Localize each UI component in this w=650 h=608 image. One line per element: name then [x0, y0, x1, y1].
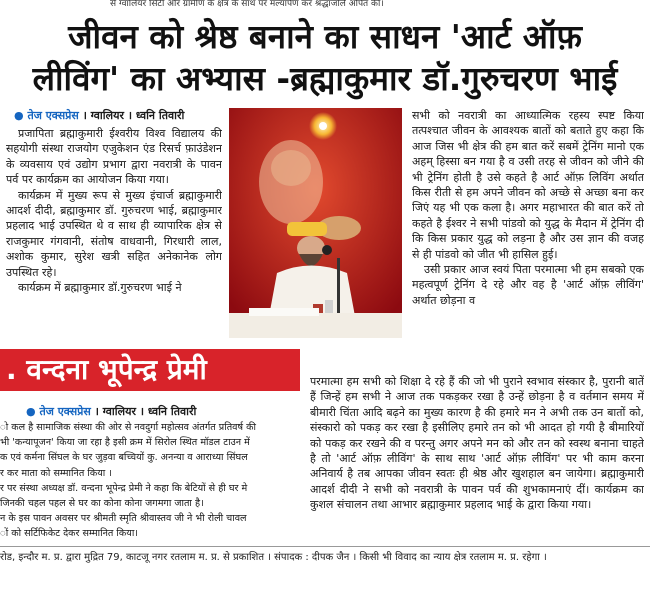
article1-paragraph: कार्यक्रम में ब्रह्माकुमार डॉ.गुरुचरण भाई ने [18, 281, 182, 295]
article2-body [0, 420, 302, 544]
headline-line-2: लीविंग' का अभ्यास -ब्रह्माकुमार डॉ.गुरुचरण भाई [32, 59, 618, 98]
article2-reporter: ध्वनि तिवारी [147, 405, 197, 418]
bullet-dot-icon: ● [26, 405, 36, 418]
article1-paragraph: परमात्मा हम सभी को शिक्षा दे रहे हैं की जो भी पुराने स्वभाव संस्कार है, पुरानी बातें हैं जिन्हें हम सभी ने आज तक पकड़कर रखा है उन्हें छोड़ना है व वर्तमान समय में बीमारी चिंता आदि बढ़ने का मुख्य कारण है की हमारे मन ने अभी तक उन बातों को, संस्कारो को पकड़ कर रखा है इसीलिए हमारे तन को भी आदत हो गयी है बीमारियों को पकड़ कर रखने की व परन्तु अगर अपने मन को और तन को स्वस्थ बनाना चाहते है तो 'आर्ट ऑफ़ लीविंग' के साथ साथ 'आर्ट ऑफ़ लीविंग' पर भी काम करना अनिवार्य है तब आपका जीवन स्वतः ही श्रेष्ठ और खुशहाल बन जायेगा। ब्रह्माकुमारी आदर्श दीदी ने सभी को नवरात्री के पावन पर्व की शुभकामनाएं दीं। कार्यक्रम का कुशल संचालन तथा आभार ब्रह्माकुमार प्रहलाद भाई के द्वारा किया गया। [310, 375, 644, 512]
article1-reporter: ध्वनि तिवारी [135, 109, 185, 122]
article2-banner: . वन्दना भूपेन्द्र प्रेमी [0, 349, 300, 391]
footer-imprint: रोड, इन्दौर म. प्र. द्वारा मुद्रित 79, काटजू नगर रतलाम म. प्र. से प्रकाशित । संपादक : दीपक जैन । किसी भी विवाद का न्याय क्षेत्र रतलाम म. प्र. रहेगा । [0, 546, 650, 569]
top-strip-text: से ग्वालियर सिटी और ग्रामीण के क्षेत्र के साथ पर मल्यार्पण कर श्रद्धांजलि अर्पित की। [110, 0, 384, 9]
headline-line-1: जीवन को श्रेष्ठ बनाने का साधन 'आर्ट ऑफ़ [68, 17, 582, 56]
article2-line: जिनकी चहल पहल से घर का कोना कोना जगमगा जाता है। [0, 498, 204, 510]
bullet-dot-icon: ● [14, 109, 24, 122]
article1-city: ग्वालियर [90, 109, 124, 122]
speaker-photo-illustration [229, 108, 402, 338]
article2-city: ग्वालियर [102, 405, 136, 418]
article2-dateline: ● तेज एक्सप्रेस । ग्वालियर । ध्वनि तिवारी [26, 405, 197, 418]
article1-right-column [412, 108, 644, 373]
article2-line: र कर माता को सम्मानित किया । [0, 467, 112, 479]
article1-paragraph: कार्यक्रम में मुख्य रूप से मुख्य इंचार्ज ब्रह्माकुमारी आदर्श दीदी, ब्रह्माकुमार डॉ. गुरुचरण भाई, ब्रह्माकुमार प्रहलाद भाई उपस्थित थे व साथ ही व्यापारिक क्षेत्र से राजकुमार गंगवानी, संतोष वाधवानी, गिरधारी लाल, अशोक कुमार, सुरेश खत्री सहित अनेकानेक लोग उपस्थित रहे। [6, 188, 222, 279]
article2-line: क एवं कर्मना सिंघल के घर जुड़वा बच्चियों कु. अनन्या व आराध्या सिंघल [0, 452, 248, 464]
article1-paragraph: उसी प्रकार आज स्वयं पिता परमात्मा भी हम सबको एक महत्वपूर्ण ट्रेनिंग दे रहे और वह है 'आर्ट ऑफ़ लीविंग' अर्थात छोड़ना व [412, 263, 644, 307]
article1-left-column [6, 126, 222, 346]
article2-line: ो कल है सामाजिक संस्था की ओर से नवदुर्गा महोत्सव अंतर्गत प्रतिवर्ष की [0, 422, 256, 433]
speaker-photo [229, 108, 402, 338]
article2-line: न के इस पावन अवसर पर श्रीमती स्मृति श्रीवास्तव जी ने भी रोली चावल [0, 513, 247, 525]
article2-line: भी 'कन्यापूजन' किया जा रहा है इसी क्रम में सिरोल स्थित मॉडल टाउन में [0, 437, 250, 449]
article2-line: र पर संस्था अध्यक्ष डॉ. वन्दना भूपेन्द्र प्रेमी ने कहा कि बेटियों से ही घर मे [0, 482, 248, 494]
article2-source: तेज एक्सप्रेस [39, 405, 91, 418]
article2-line: ों को सर्टिफिकेट देकर सम्मानित किया। [0, 528, 138, 540]
article1-source: तेज एक्सप्रेस [27, 109, 79, 122]
article1-wide-column [310, 374, 644, 534]
article1-paragraph: सभी को नवरात्री का आध्यात्मिक रहस्य स्पष्ट किया तत्पश्चात जीवन के आवश्यक बातों को बताते हुए कहा कि आज जिस भी क्षेत्र की हम बात करें सबमें ट्रेनिंग मानो एक अहम् हिस्सा बन गया है व उसी तरह से जीवन को जीने की भी ट्रेनिंग होती है उसे कहते है आर्ट ऑफ़ लिविंग अर्थात किस रीती से हम अपने जीवन को अच्छे से अच्छा बना कर जिएं यह भी एक कला है। अगर महाभारत की बात करें तो कहते है ईश्वर ने सभी पांडवो को युद्ध के मैदान में ट्रेनिंग दी कि किस प्रकार युद्ध को लड़ना है और उस ज्ञान की वजह से ही पांडवो को जीत भी हासिल हुई। [412, 109, 644, 261]
article1-dateline: ● तेज एक्सप्रेस । ग्वालियर । ध्वनि तिवारी [14, 109, 185, 122]
article1-paragraph: प्रजापिता ब्रह्माकुमारी ईश्वरीय विश्व विद्यालय की सहयोगी संस्था राजयोग एजुकेशन एंड रिसर्च फ़ाउंडेशन के व्यवसाय एवं उद्योग प्रभाग द्वारा नवरात्री के पावन पर्व पर कार्यक्रम का आयोजन किया गया। [6, 127, 222, 187]
